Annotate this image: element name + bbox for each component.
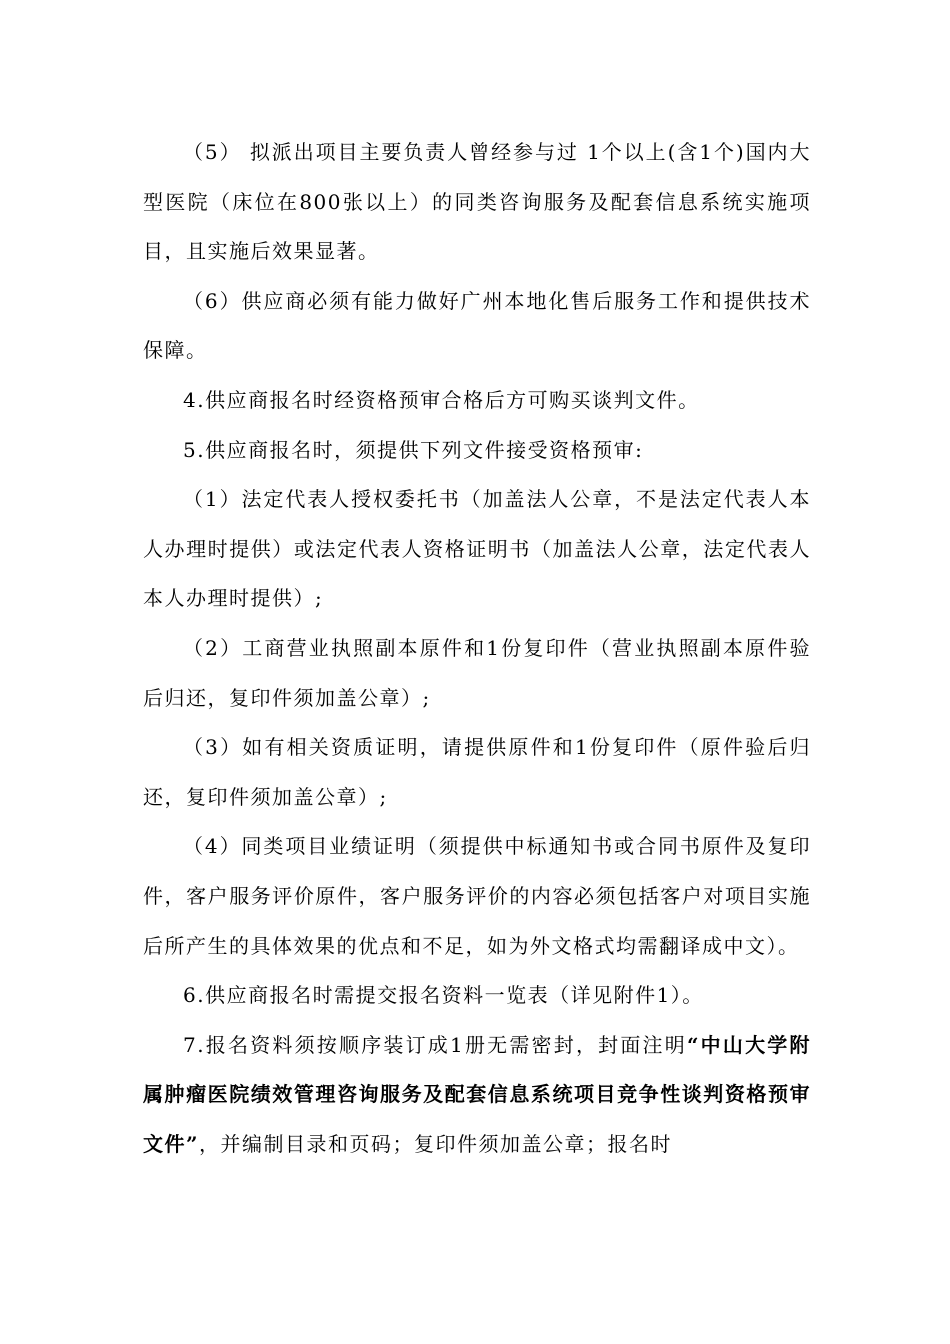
document-body (143, 128, 811, 1169)
clause-7-start: 7.报名资料须按顺序装订成1册无需密封，封面注明 (183, 1032, 687, 1057)
paragraph-item-6: （6）供应商必须有能力做好广州本地化售后服务工作和提供技术保障。 (143, 288, 811, 363)
paragraph-sub-1: （1）法定代表人授权委托书（加盖法人公章，不是法定代表人本人办理时提供）或法定代表人资格证明书（加盖法人公章，法定代表人本人办理时提供）; (143, 487, 811, 611)
cover-title-bold: “中山大学附属肿瘤医院绩效管理咨询服务及配套信息系统项目竞争性谈判资格预审文件” (143, 1032, 811, 1156)
paragraph-sub-3: （3）如有相关资质证明，请提供原件和1份复印件（原件验后归还，复印件须加盖公章）; (143, 735, 811, 809)
paragraph-clause-6: 6.供应商报名时需提交报名资料一览表（详见附件1）。 (183, 983, 704, 1008)
paragraph-item-5: （5） 拟派出项目主要负责人曾经参与过 1个以上(含1个)国内大型医院（床位在800张以上）的同类咨询服务及配套信息系统实施项目，且实施后效果显著。 (143, 140, 811, 264)
paragraph-clause-4: 4.供应商报名时经资格预审合格后方可购买谈判文件。 (183, 387, 700, 412)
clause-7-end: ，并编制目录和页码；复印件须加盖公章；报名时 (199, 1131, 673, 1156)
paragraph-sub-2: （2）工商营业执照副本原件和1份复印件（营业执照副本原件验后归还，复印件须加盖公章）; (143, 635, 811, 710)
paragraph-clause-5: 5.供应商报名时，须提供下列文件接受资格预审: (183, 437, 644, 462)
paragraph-clause-7 (143, 1021, 811, 1170)
paragraph-sub-4: （4）同类项目业绩证明（须提供中标通知书或合同书原件及复印件，客户服务评价原件，客户服务评价的内容必须包括客户对项目实施后所产生的具体效果的优点和不足，如为外文格式均需翻译成中文）。 (143, 834, 811, 958)
